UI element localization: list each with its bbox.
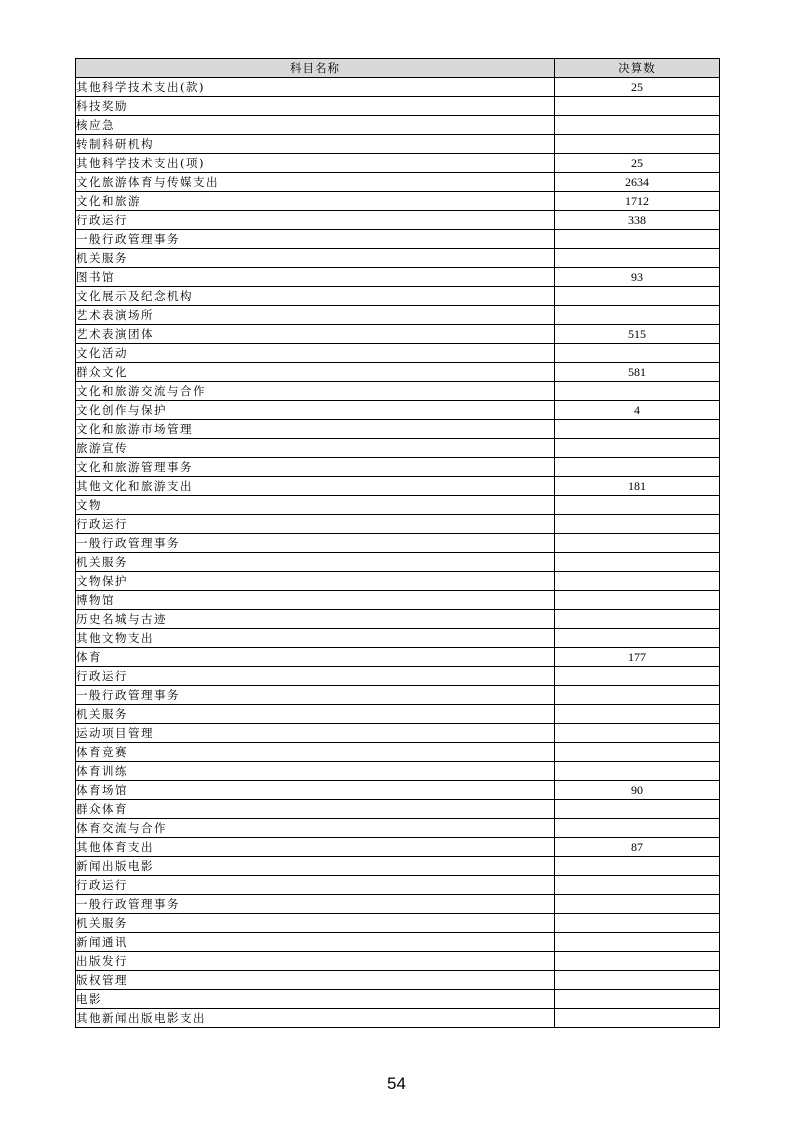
table-row	[76, 287, 720, 306]
table-row	[76, 515, 720, 534]
row-subject-name: 体育竞赛	[76, 743, 555, 762]
table-row	[76, 591, 720, 610]
row-subject-name: 艺术表演场所	[76, 306, 555, 325]
row-subject-name: 科技奖励	[76, 97, 555, 116]
row-subject-name: 文化创作与保护	[76, 401, 555, 420]
table-row	[76, 857, 720, 876]
table-row	[76, 610, 720, 629]
row-subject-name: 图书馆	[76, 268, 555, 287]
table-row	[76, 971, 720, 990]
row-subject-name: 其他科学技术支出(款)	[76, 78, 555, 97]
row-final-amount: 2634	[555, 173, 720, 192]
row-subject-name: 新闻通讯	[76, 933, 555, 952]
table-row	[76, 838, 720, 857]
table-row	[76, 952, 720, 971]
table-row	[76, 667, 720, 686]
row-subject-name: 机关服务	[76, 705, 555, 724]
row-subject-name: 其他体育支出	[76, 838, 555, 857]
table-row	[76, 211, 720, 230]
row-final-amount	[555, 952, 720, 971]
row-final-amount	[555, 344, 720, 363]
row-subject-name: 行政运行	[76, 667, 555, 686]
row-subject-name: 机关服务	[76, 249, 555, 268]
table-row	[76, 192, 720, 211]
row-subject-name: 新闻出版电影	[76, 857, 555, 876]
table-row	[76, 990, 720, 1009]
row-final-amount	[555, 895, 720, 914]
table-row	[76, 325, 720, 344]
table-row	[76, 800, 720, 819]
row-final-amount	[555, 914, 720, 933]
row-subject-name: 出版发行	[76, 952, 555, 971]
table-row	[76, 819, 720, 838]
row-final-amount	[555, 458, 720, 477]
row-subject-name: 机关服务	[76, 553, 555, 572]
row-subject-name: 体育场馆	[76, 781, 555, 800]
row-final-amount: 181	[555, 477, 720, 496]
row-subject-name: 体育	[76, 648, 555, 667]
row-final-amount	[555, 496, 720, 515]
column-header-final-amount: 决算数	[555, 59, 720, 78]
table-row	[76, 154, 720, 173]
row-subject-name: 文化展示及纪念机构	[76, 287, 555, 306]
row-final-amount	[555, 819, 720, 838]
row-subject-name: 体育训练	[76, 762, 555, 781]
table-row	[76, 781, 720, 800]
table-row	[76, 477, 720, 496]
row-subject-name: 文化旅游体育与传媒支出	[76, 173, 555, 192]
row-subject-name: 文化活动	[76, 344, 555, 363]
row-final-amount: 93	[555, 268, 720, 287]
row-subject-name: 一般行政管理事务	[76, 686, 555, 705]
table-row	[76, 458, 720, 477]
table-row	[76, 363, 720, 382]
table-row	[76, 1009, 720, 1028]
row-final-amount	[555, 439, 720, 458]
row-final-amount: 515	[555, 325, 720, 344]
row-subject-name: 旅游宣传	[76, 439, 555, 458]
table-row	[76, 553, 720, 572]
row-subject-name: 一般行政管理事务	[76, 895, 555, 914]
row-final-amount	[555, 743, 720, 762]
row-final-amount	[555, 971, 720, 990]
row-subject-name: 核应急	[76, 116, 555, 135]
row-final-amount	[555, 610, 720, 629]
row-final-amount	[555, 762, 720, 781]
row-final-amount	[555, 230, 720, 249]
row-subject-name: 其他新闻出版电影支出	[76, 1009, 555, 1028]
row-subject-name: 版权管理	[76, 971, 555, 990]
row-final-amount: 4	[555, 401, 720, 420]
table-body	[76, 78, 720, 1028]
table-row	[76, 97, 720, 116]
row-subject-name: 行政运行	[76, 876, 555, 895]
table-row	[76, 382, 720, 401]
table-row	[76, 344, 720, 363]
row-final-amount: 581	[555, 363, 720, 382]
row-subject-name: 博物馆	[76, 591, 555, 610]
table-row	[76, 306, 720, 325]
row-final-amount	[555, 933, 720, 952]
table-row	[76, 895, 720, 914]
row-final-amount: 338	[555, 211, 720, 230]
row-final-amount	[555, 876, 720, 895]
table-row	[76, 914, 720, 933]
table-row	[76, 116, 720, 135]
table-row	[76, 743, 720, 762]
row-final-amount: 25	[555, 154, 720, 173]
table-row	[76, 230, 720, 249]
table-row	[76, 876, 720, 895]
row-subject-name: 文物保护	[76, 572, 555, 591]
row-subject-name: 转制科研机构	[76, 135, 555, 154]
budget-sheet	[75, 58, 719, 1028]
row-subject-name: 行政运行	[76, 211, 555, 230]
row-final-amount	[555, 97, 720, 116]
row-subject-name: 其他文物支出	[76, 629, 555, 648]
row-subject-name: 文化和旅游	[76, 192, 555, 211]
table-row	[76, 420, 720, 439]
page-number: 54	[387, 1074, 406, 1093]
table-row	[76, 439, 720, 458]
row-subject-name: 行政运行	[76, 515, 555, 534]
column-header-subject-name: 科目名称	[76, 59, 555, 78]
row-final-amount	[555, 990, 720, 1009]
row-subject-name: 一般行政管理事务	[76, 230, 555, 249]
row-final-amount	[555, 420, 720, 439]
row-subject-name: 运动项目管理	[76, 724, 555, 743]
row-final-amount: 1712	[555, 192, 720, 211]
row-final-amount: 90	[555, 781, 720, 800]
table-row	[76, 572, 720, 591]
table-row	[76, 135, 720, 154]
row-final-amount	[555, 515, 720, 534]
row-final-amount	[555, 382, 720, 401]
row-final-amount	[555, 287, 720, 306]
row-final-amount	[555, 553, 720, 572]
row-final-amount	[555, 572, 720, 591]
table-row	[76, 496, 720, 515]
row-final-amount	[555, 1009, 720, 1028]
row-final-amount: 177	[555, 648, 720, 667]
table-row	[76, 762, 720, 781]
row-final-amount	[555, 306, 720, 325]
table-row	[76, 249, 720, 268]
budget-table	[75, 58, 720, 1028]
table-row	[76, 173, 720, 192]
row-subject-name: 体育交流与合作	[76, 819, 555, 838]
row-subject-name: 文化和旅游交流与合作	[76, 382, 555, 401]
row-subject-name: 其他文化和旅游支出	[76, 477, 555, 496]
row-final-amount	[555, 686, 720, 705]
table-row	[76, 78, 720, 97]
row-final-amount	[555, 629, 720, 648]
row-final-amount	[555, 857, 720, 876]
table-row	[76, 648, 720, 667]
row-final-amount	[555, 800, 720, 819]
row-final-amount: 25	[555, 78, 720, 97]
table-row	[76, 705, 720, 724]
row-subject-name: 机关服务	[76, 914, 555, 933]
row-subject-name: 文化和旅游市场管理	[76, 420, 555, 439]
table-row	[76, 724, 720, 743]
table-row	[76, 401, 720, 420]
row-final-amount	[555, 534, 720, 553]
row-subject-name: 文化和旅游管理事务	[76, 458, 555, 477]
row-subject-name: 电影	[76, 990, 555, 1009]
row-subject-name: 群众体育	[76, 800, 555, 819]
row-subject-name: 群众文化	[76, 363, 555, 382]
row-final-amount	[555, 667, 720, 686]
table-row	[76, 629, 720, 648]
row-subject-name: 文物	[76, 496, 555, 515]
table-row	[76, 933, 720, 952]
row-final-amount	[555, 116, 720, 135]
row-subject-name: 一般行政管理事务	[76, 534, 555, 553]
table-row	[76, 534, 720, 553]
row-final-amount	[555, 705, 720, 724]
row-final-amount	[555, 591, 720, 610]
row-subject-name: 艺术表演团体	[76, 325, 555, 344]
row-final-amount	[555, 724, 720, 743]
row-subject-name: 其他科学技术支出(项)	[76, 154, 555, 173]
row-final-amount: 87	[555, 838, 720, 857]
table-row	[76, 686, 720, 705]
row-subject-name: 历史名城与古迹	[76, 610, 555, 629]
row-final-amount	[555, 249, 720, 268]
table-row	[76, 268, 720, 287]
row-final-amount	[555, 135, 720, 154]
table-header-row	[76, 59, 720, 78]
